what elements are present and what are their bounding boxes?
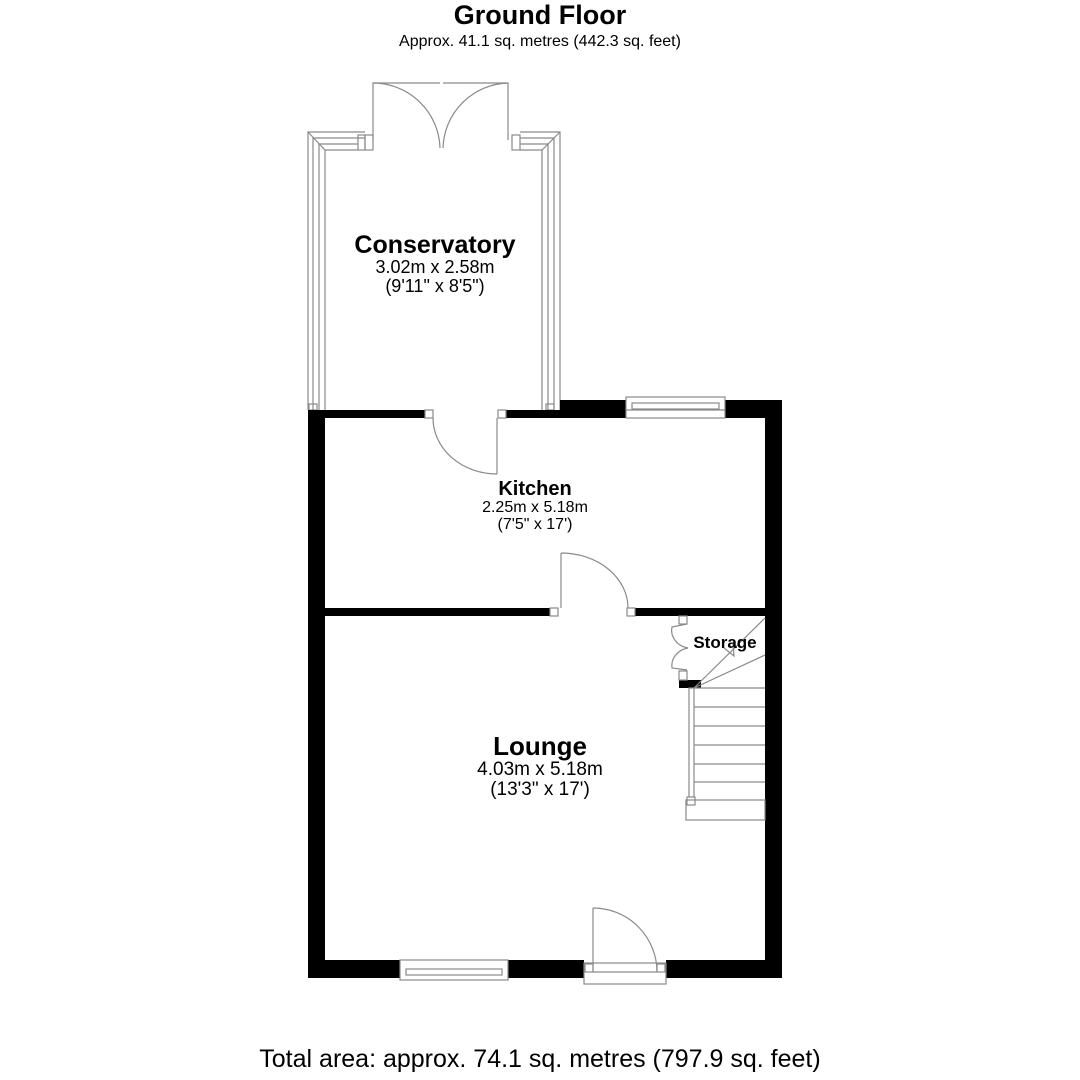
storage-doors xyxy=(672,616,765,688)
room-name: Storage xyxy=(693,633,757,652)
floor-area-subtitle: Approx. 41.1 sq. metres (442.3 sq. feet) xyxy=(399,33,681,50)
room-lounge xyxy=(440,733,640,800)
lounge-kitchen-door xyxy=(550,553,635,616)
room-name: Kitchen xyxy=(498,478,572,500)
french-doors xyxy=(373,83,508,148)
staircase xyxy=(686,688,765,820)
room-conservatory xyxy=(330,232,540,296)
lounge-window xyxy=(400,960,508,980)
front-door xyxy=(584,908,666,984)
room-size-metric: 4.03m x 5.18m xyxy=(477,759,603,781)
floor-title: Ground Floor xyxy=(453,0,627,30)
room-kitchen xyxy=(445,479,625,534)
room-size-imperial: (13'3" x 17') xyxy=(490,779,590,801)
total-area: Total area: approx. 74.1 sq. metres (797.9 sq. feet) xyxy=(259,1045,821,1073)
room-size-metric: 3.02m x 2.58m xyxy=(375,257,495,278)
room-storage xyxy=(685,634,765,652)
room-size-imperial: (9'11" x 8'5") xyxy=(385,276,485,297)
room-size-metric: 2.25m x 5.18m xyxy=(482,499,588,516)
room-size-imperial: (7'5" x 17') xyxy=(497,515,573,533)
room-name: Conservatory xyxy=(354,231,516,259)
kitchen-window xyxy=(626,397,725,418)
kitchen-door xyxy=(425,410,506,474)
room-name: Lounge xyxy=(493,731,587,761)
